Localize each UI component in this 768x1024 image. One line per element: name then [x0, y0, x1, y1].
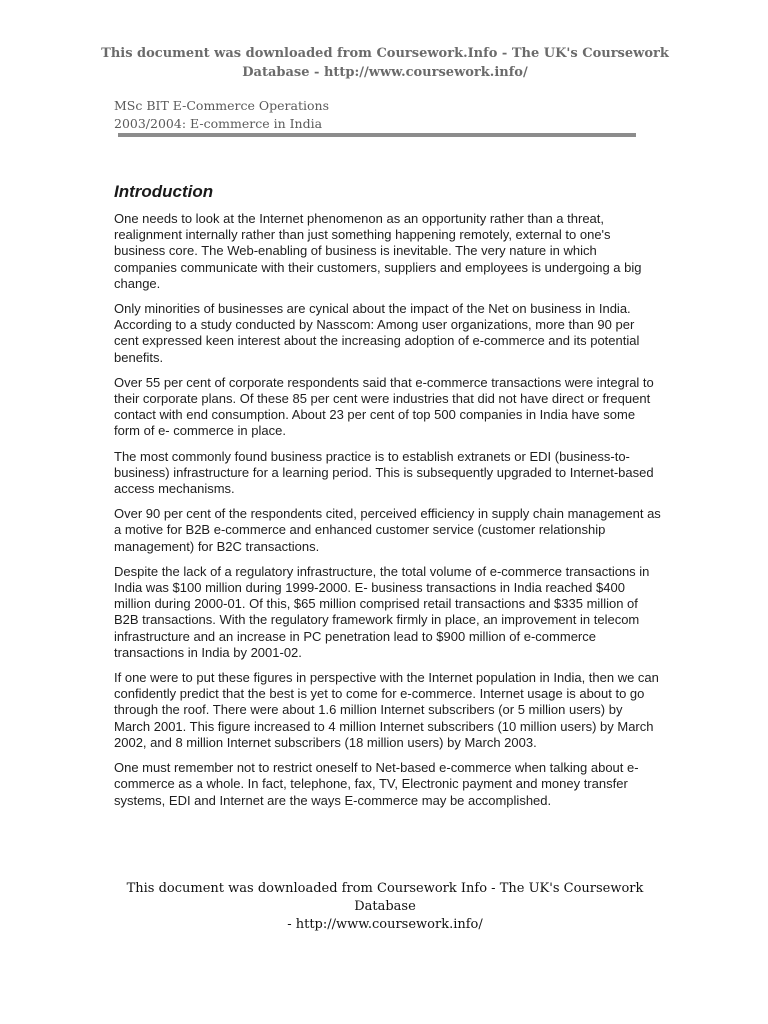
paragraph-5: Over 90 per cent of the respondents cited, perceived efficiency in supply chain management as a motive for B2B e-commerce and enhanced customer service (customer relationship management) for B2C transactions.	[114, 506, 661, 554]
paragraph-1: One needs to look at the Internet phenomenon as an opportunity rather than a threat, realignment internally rather than just something happening remotely, external to one's business core. The Web-enabling of business is inevitable. The very nature in which companies communicate with their customers, suppliers and employees is undergoing a big change.	[114, 211, 642, 291]
course-subtitle: 2003/2004: E-commerce in India	[114, 116, 323, 131]
paragraph-6: Despite the lack of a regulatory infrastructure, the total volume of e-commerce transactions in India was $100 million during 1999-2000. E- business transactions in India reached $400 million during 2000-01. Of this, $65 million comprised retail transactions and $335 million of B2B transactions. With the regulatory framework firmly in place, an improvement in telecom infrastructure and an increase in PC penetration lead to $900 million of e-commerce transactions in India by 2001-02.	[114, 563, 650, 660]
course-header	[114, 97, 329, 133]
download-notice-footer-line2: - http://www.coursework.info/	[287, 917, 483, 932]
download-notice-header	[100, 44, 670, 82]
download-notice-footer-line1: This document was downloaded from Coursework Info - The UK's Coursework Database	[126, 881, 644, 914]
paragraph-8: One must remember not to restrict oneself to Net-based e-commerce when talking about e-commerce as a whole. In fact, telephone, fax, TV, Electronic payment and money transfer systems, EDI and Internet are the ways E-commerce may be accomplished.	[114, 760, 639, 808]
paragraph-4: The most commonly found business practice is to establish extranets or EDI (business-to-business) infrastructure for a learning period. This is subsequently upgraded to Internet-based access mechanisms.	[114, 448, 654, 497]
section-title: Introduction	[114, 182, 214, 201]
body-text	[114, 211, 662, 818]
paragraph-7: If one were to put these figures in perspective with the Internet population in India, then we can confidently predict that the best is yet to come for e-commerce. Internet usage is about to go through the roof. There were about 1.6 million Internet subscribers (or 5 million users) by March 2001. This figure increased to 4 million Internet subscribers (10 million users) by March 2002, and 8 million Internet subscribers (18 million users) by March 2003.	[114, 670, 659, 750]
download-notice-header-line2: Database - http://www.coursework.info/	[242, 65, 528, 80]
header-divider	[118, 133, 636, 137]
course-title: MSc BIT E-Commerce Operations	[114, 98, 329, 113]
paragraph-2: Only minorities of businesses are cynical about the impact of the Net on business in India. According to a study conducted by Nasscom: Among user organizations, more than 90 per cent expressed keen interest about the increasing adoption of e-commerce and its potential benefits.	[114, 301, 640, 365]
download-notice-footer	[100, 880, 670, 934]
paragraph-3: Over 55 per cent of corporate respondents said that e-commerce transactions were integral to their corporate plans. Of these 85 per cent were industries that did not have direct or frequent contact with end consumption. About 23 per cent of top 500 companies in India have some form of e- commerce in place.	[114, 374, 654, 439]
download-notice-header-line1: This document was downloaded from Coursework.Info - The UK's Coursework	[101, 46, 669, 61]
